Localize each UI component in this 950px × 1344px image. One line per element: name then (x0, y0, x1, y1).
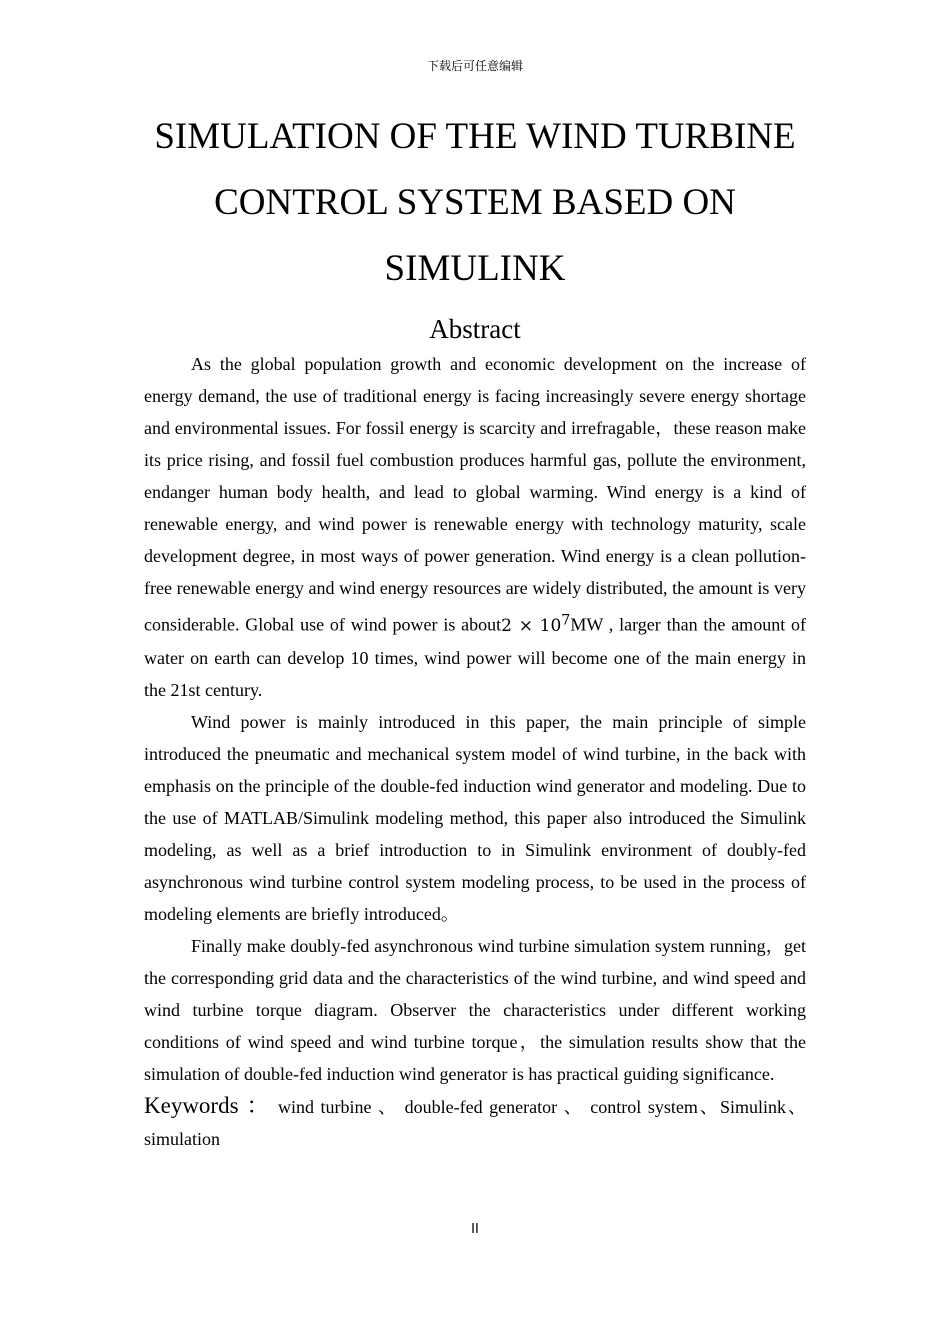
page-number: II (471, 1222, 479, 1237)
abstract-paragraph-1 (144, 348, 806, 706)
abstract-paragraph-3: Finally make doubly-fed asynchronous wind turbine simulation system running，get the corresponding grid data and the characteristics of the wind turbine, and wind speed and wind turbine torque diagram. Observer the characteristics under different working conditions of wind speed and wind turbine torque，the simulation results show that the simulation of double-fed induction wind generator is has practical guiding significance. (144, 935, 806, 1084)
abstract-heading: Abstract (429, 314, 521, 344)
abstract-paragraph-2: Wind power is mainly introduced in this paper, the main principle of simple introduced the pneumatic and mechanical system model of wind turbine, in the back with emphasis on the principle of the double-fed induction wind generator and modeling. Due to the use of MATLAB/Simulink modeling method, this paper also introduced the Simulink modeling, as well as a brief introduction to in Simulink environment of doubly-fed asynchronous wind turbine control system modeling process, to be used in the process of modeling elements are briefly introduced。 (144, 711, 806, 924)
abstract-body (144, 348, 806, 1155)
math-expression (501, 612, 571, 636)
paragraph-1-text-end: MW , larger than the amount of water on earth can develop 10 times, wind power will become one of the main energy in the 21st century. (144, 614, 807, 700)
keywords-line (144, 1090, 806, 1155)
document-title: SIMULATION OF THE WIND TURBINE CONTROL SYSTEM BASED ON SIMULINK (154, 116, 796, 289)
keywords-label: Keywords ： (144, 1092, 272, 1118)
math-exponent: 7 (561, 612, 571, 628)
math-base: 2 × 10 (501, 615, 562, 636)
keywords-text: wind turbine 、 double-fed generator 、 control system、Simulink、simulation (144, 1096, 807, 1149)
paragraph-1-text: As the global population growth and economic development on the increase of energy demand, the use of traditional energy is facing increasingly severe energy shortage and environmental issues. For fossil energy is scarcity and irrefragable，these reason make its price rising, and fossil fuel combustion produces harmful gas, pollute the environment, endanger human body health, and lead to global warming. Wind energy is a kind of renewable energy, and wind power is renewable energy with technology maturity, scale development degree, in most ways of power generation. Wind energy is a clean pollution-free renewable energy and wind energy resources are widely distributed, the amount is very considerable. Global use of wind power is about (144, 354, 806, 635)
header-note: 下载后可任意编辑 (426, 59, 523, 73)
